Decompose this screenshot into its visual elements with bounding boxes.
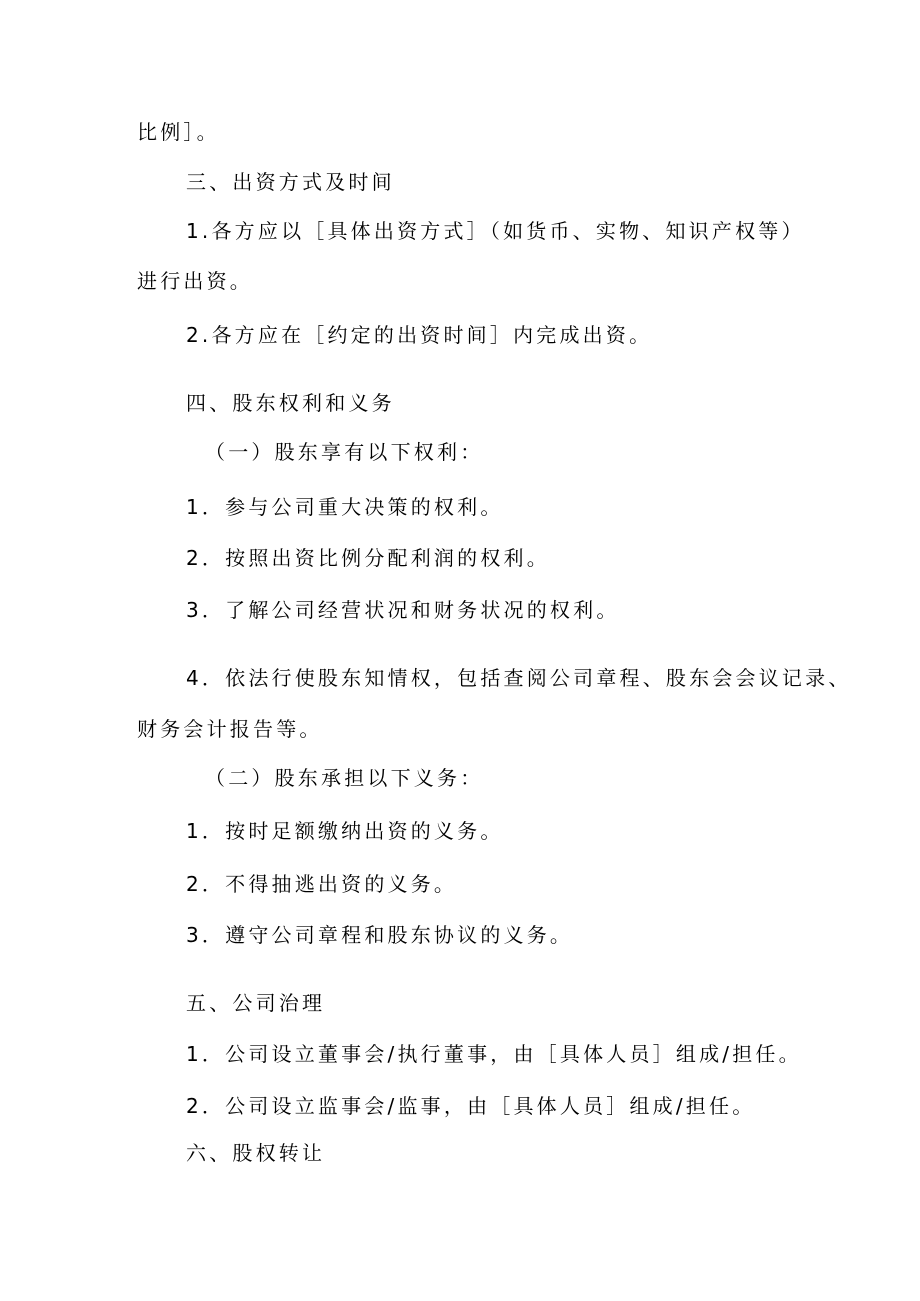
- section-heading-6: 六、股权转让: [186, 1141, 326, 1165]
- text-line-continuation: 比例］。: [137, 120, 220, 144]
- clause-3-1-continued: 进行出资。: [137, 269, 253, 293]
- section-heading-3: 三、出资方式及时间: [186, 170, 395, 194]
- clause-3-1: 1.各方应以［具体出资方式］（如货币、实物、知识产权等）: [186, 219, 805, 243]
- clause-5-1: 1．公司设立董事会/执行董事，由［具体人员］组成/担任。: [186, 1042, 802, 1066]
- right-item-4-continued: 财务会计报告等。: [137, 717, 323, 741]
- section-heading-5: 五、公司治理: [186, 991, 326, 1015]
- right-item-4: 4．依法行使股东知情权，包括查阅公司章程、股东会会议记录、: [186, 666, 852, 690]
- section-heading-4: 四、股东权利和义务: [186, 391, 395, 415]
- obligation-item-1: 1．按时足额缴纳出资的义务。: [186, 819, 504, 843]
- clause-3-2: 2.各方应在［约定的出资时间］内完成出资。: [186, 323, 653, 347]
- right-item-3: 3．了解公司经营状况和财务状况的权利。: [186, 598, 620, 622]
- right-item-2: 2．按照出资比例分配利润的权利。: [186, 546, 550, 570]
- subsection-heading-4-2: （二）股东承担以下义务：: [205, 766, 484, 790]
- right-item-1: 1．参与公司重大决策的权利。: [186, 495, 504, 519]
- clause-5-2: 2．公司设立监事会/监事，由［具体人员］组成/担任。: [186, 1094, 756, 1118]
- obligation-item-3: 3．遵守公司章程和股东协议的义务。: [186, 923, 574, 947]
- obligation-item-2: 2．不得抽逃出资的义务。: [186, 872, 458, 896]
- subsection-heading-4-1: （一）股东享有以下权利：: [205, 440, 484, 464]
